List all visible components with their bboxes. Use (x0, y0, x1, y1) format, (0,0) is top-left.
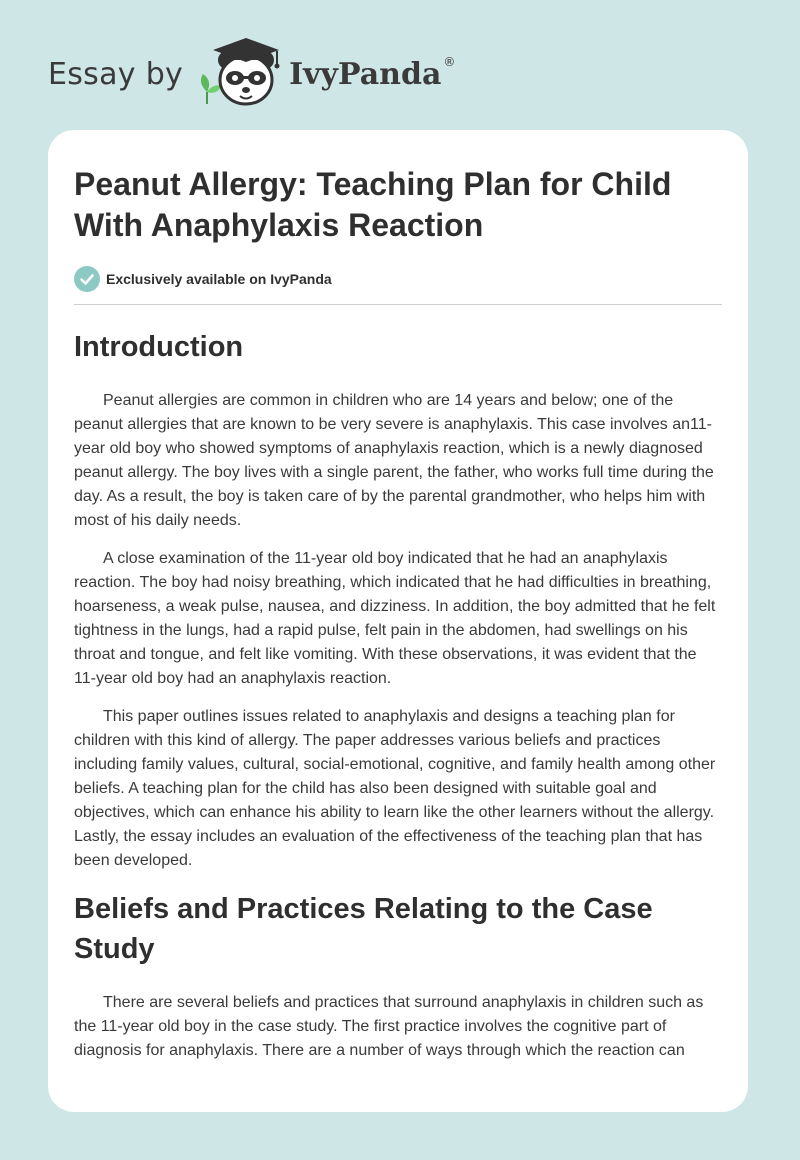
title-divider (74, 304, 722, 305)
essay-title: Peanut Allergy: Teaching Plan for Child With Anaphylaxis Reaction (74, 166, 672, 243)
exclusive-badge (74, 266, 722, 292)
brand-name: IvyPanda (289, 56, 442, 92)
section-heading: Introduction (74, 331, 244, 363)
brand-prefix: Essay by (48, 56, 184, 92)
registered-mark: ® (443, 55, 456, 69)
paragraph: This paper outlines issues related to anaphylaxis and designs a teaching plan for children with this kind of allergy. The paper addresses various beliefs and practices including family values, cultural, social-emotional, cognitive, and family health among other beliefs. A teaching plan for the child has also been designed with suitable goal and objectives, which can enhance his ability to learn like the other learners without the allergy. Lastly, the essay includes an evaluation of the effectiveness of the teaching plan that has been developed. (74, 708, 716, 869)
paragraph: Peanut allergies are common in children who are 14 years and below; one of the peanut allergies that are known to be very severe is anaphylaxis. This case involves an11-year old boy who showed symptoms of anaphylaxis reaction, which is a newly diagnosed peanut allergy. The boy lives with a single parent, the father, who works full time during the day. As a result, the boy is taken care of by the parental grandmother, who helps him with most of his daily needs. (74, 392, 714, 529)
section-beliefs-and-practices (74, 889, 722, 1063)
essay-card (48, 130, 748, 1112)
paragraph: A close examination of the 11-year old boy indicated that he had an anaphylaxis reaction. The boy had noisy breathing, which indicated that he had difficulties in breathing, hoarseness, a weak pulse, nausea, and dizziness. In addition, the boy admitted that he felt tightness in the lungs, had a rapid pulse, felt pain in the abdomen, had swellings on his throat and tongue, and felt like vomiting. With these observations, it was evident that the 11-year old boy had an anaphylaxis reaction. (74, 550, 716, 687)
site-brand[interactable] (48, 34, 455, 114)
section-introduction (74, 327, 722, 873)
exclusive-label: Exclusively available on IvyPanda (106, 271, 332, 287)
paragraph: There are several beliefs and practices that surround anaphylaxis in children such as the 11-year old boy in the case study. The first practice involves the cognitive part of diagnosis for anaphylaxis. There are a number of ways through which the reaction can (74, 994, 704, 1059)
panda-graduate-logo-icon (193, 34, 285, 114)
section-heading: Beliefs and Practices Relating to the Case Study (74, 893, 653, 965)
check-circle-icon (74, 266, 100, 292)
